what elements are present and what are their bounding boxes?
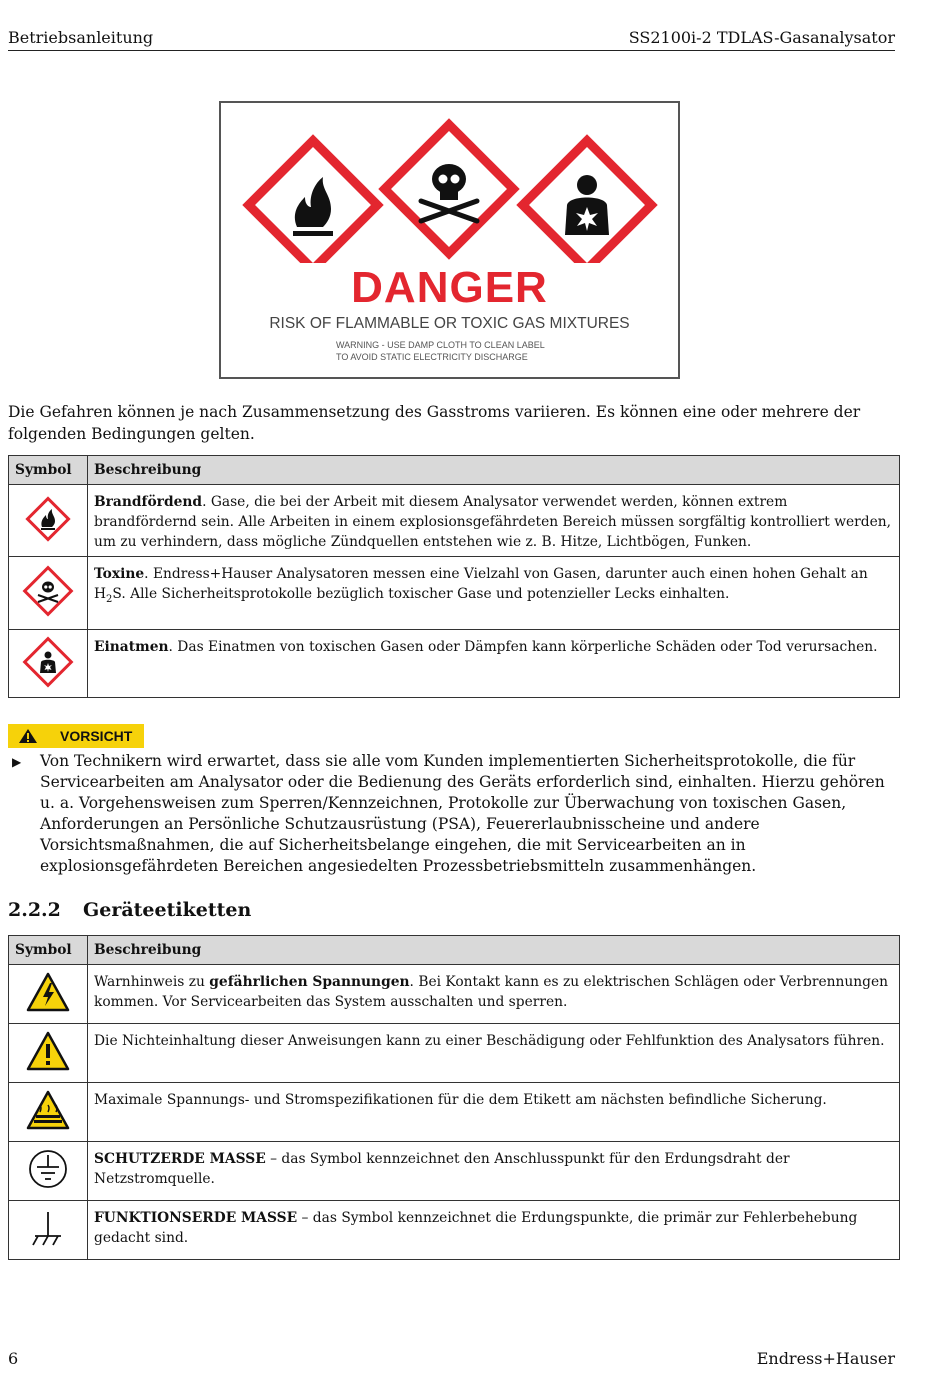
warning-triangle-icon — [18, 728, 38, 744]
label-text: Maximale Spannungs- und Stromspezifikationen für die dem Etikett am nächsten befindliche Sicherung. — [94, 1092, 827, 1108]
hazard-description-cont: S. Alle Sicherheitsprotokolle bezüglich toxischer Gase und potenzieller Lecks einhalten. — [112, 586, 730, 602]
description-cell — [88, 1142, 900, 1201]
warning-line-2: TO AVOID STATIC ELECTRICITY DISCHARGE — [336, 352, 528, 362]
label-text: – das Symbol kennzeichnet den Anschlusspunkt für den Erdungsdraht der Netzstromquelle. — [94, 1151, 790, 1187]
table-header-description: Beschreibung — [88, 936, 900, 965]
functional-earth-icon — [26, 1206, 70, 1250]
label-text: Warnhinweis zu — [94, 974, 210, 990]
table-row — [9, 557, 900, 630]
caution-label: VORSICHT — [60, 728, 133, 744]
header-right: SS2100i-2 TDLAS-Gasanalysator — [628, 28, 895, 47]
page-header — [8, 28, 895, 51]
label-bold: SCHUTZERDE MASSE — [94, 1151, 266, 1167]
caution-badge — [8, 724, 144, 748]
table-header-symbol: Symbol — [9, 456, 88, 485]
hazard-description: . Gase, die bei der Arbeit mit diesem Analysator verwendet werden, können extrem brandfördernd sein. Alle Arbeiten in einem explosionsgefährdeten Bereich müssen sorgfältig kontrolliert werden, um zu verhindern, dass mögliche Zündquellen entstehen wie z. B. Hitze, Lichtbögen, Funken. — [94, 494, 892, 550]
bullet-arrow-icon: ▶ — [12, 755, 22, 769]
high-voltage-icon — [26, 972, 70, 1012]
symbol-cell — [9, 965, 88, 1024]
table-row — [9, 1201, 900, 1260]
hazard-name: Toxine — [94, 566, 145, 582]
section-number: 2.2.2 — [8, 899, 61, 921]
danger-label-image — [219, 101, 680, 379]
symbol-cell — [9, 485, 88, 557]
skull-crossbones-icon — [378, 118, 519, 259]
skull-crossbones-icon — [21, 564, 75, 618]
table-header-symbol: Symbol — [9, 936, 88, 965]
subscript: 2 — [106, 593, 113, 605]
description-cell — [88, 965, 900, 1024]
hot-surface-icon — [26, 1090, 70, 1130]
header-left: Betriebsanleitung — [8, 28, 154, 47]
hazard-table — [8, 455, 900, 698]
label-bold: gefährlichen Spannungen — [209, 974, 410, 990]
protective-earth-icon — [26, 1147, 70, 1191]
description-cell — [88, 485, 900, 557]
flame-icon — [23, 494, 73, 544]
warning-line-1: WARNING - USE DAMP CLOTH TO CLEAN LABEL — [336, 340, 545, 350]
footer-brand: Endress+Hauser — [756, 1349, 895, 1368]
table-row — [9, 965, 900, 1024]
table-row — [9, 630, 900, 698]
symbol-cell — [9, 1201, 88, 1260]
health-hazard-icon — [21, 635, 75, 689]
intro-paragraph: Die Gefahren können je nach Zusammensetzung des Gasstroms variieren. Es können eine oder mehrere der folgenden Bedingungen gelten. — [8, 403, 861, 443]
table-header-description: Beschreibung — [88, 456, 900, 485]
symbol-cell — [9, 1083, 88, 1142]
hazard-name: Brandfördend — [94, 494, 203, 510]
table-row — [9, 485, 900, 557]
hazard-description: . Endress+Hauser Analysatoren messen eine Vielzahl von Gasen, darunter auch einen hohen Gehalt an H — [94, 566, 868, 602]
table-row — [9, 1142, 900, 1201]
symbol-cell — [9, 630, 88, 698]
page-number: 6 — [8, 1349, 19, 1368]
hazard-name: Einatmen — [94, 639, 169, 655]
description-cell — [88, 1024, 900, 1083]
symbol-cell — [9, 1142, 88, 1201]
health-hazard-icon — [516, 134, 657, 263]
risk-text: RISK OF FLAMMABLE OR TOXIC GAS MIXTURES — [269, 315, 630, 332]
description-cell — [88, 557, 900, 630]
ghs-pictograms — [221, 103, 678, 263]
table-row — [9, 1024, 900, 1083]
description-cell — [88, 630, 900, 698]
label-text: Die Nichteinhaltung dieser Anweisungen kann zu einer Beschädigung oder Fehlfunktion des Analysators führen. — [94, 1033, 885, 1049]
table-row — [9, 1083, 900, 1142]
symbol-cell — [9, 557, 88, 630]
label-bold: FUNKTIONSERDE MASSE — [94, 1210, 298, 1226]
description-cell — [88, 1083, 900, 1142]
section-title: Geräteetiketten — [83, 899, 252, 921]
section-heading — [8, 899, 251, 921]
hazard-description: . Das Einatmen von toxischen Gasen oder Dämpfen kann körperliche Schäden oder Tod verursachen. — [168, 639, 878, 655]
label-text-cont: . Bei Kontakt kann es zu elektrischen Schlägen oder Verbrennungen kommen. Vor Servicearbeiten das System ausschalten und sperren. — [94, 974, 889, 1010]
caution-text: Von Technikern wird erwartet, dass sie alle vom Kunden implementierten Sicherheitsprotokolle, die für Servicearbeiten am Analysator oder die Bedienung des Geräts erforderlich sind, einhalten. Hierzu gehören u. a. Vorgehensweisen zum Sperren/Kennzeichnen, Protokolle zur Überwachung von toxischen Gasen, Anforderungen an Persönliche Schutzausrüstung (PSA), Feuererlaubnisscheine und andere Vorsichtsmaßnahmen, die auf Sicherheitsbelange eingehen, die mit Servicearbeiten an in explosionsgefährdeten Bereichen angesiedelten Prozessbetriebsmitteln zusammenhängen. — [40, 752, 885, 875]
device-label-table — [8, 935, 900, 1260]
label-text: – das Symbol kennzeichnet die Erdungspunkte, die primär zur Fehlerbehebung gedacht sind. — [94, 1210, 858, 1246]
exclamation-warning-icon — [26, 1031, 70, 1071]
symbol-cell — [9, 1024, 88, 1083]
danger-title: DANGER — [351, 263, 548, 312]
flame-icon — [242, 134, 383, 263]
description-cell — [88, 1201, 900, 1260]
